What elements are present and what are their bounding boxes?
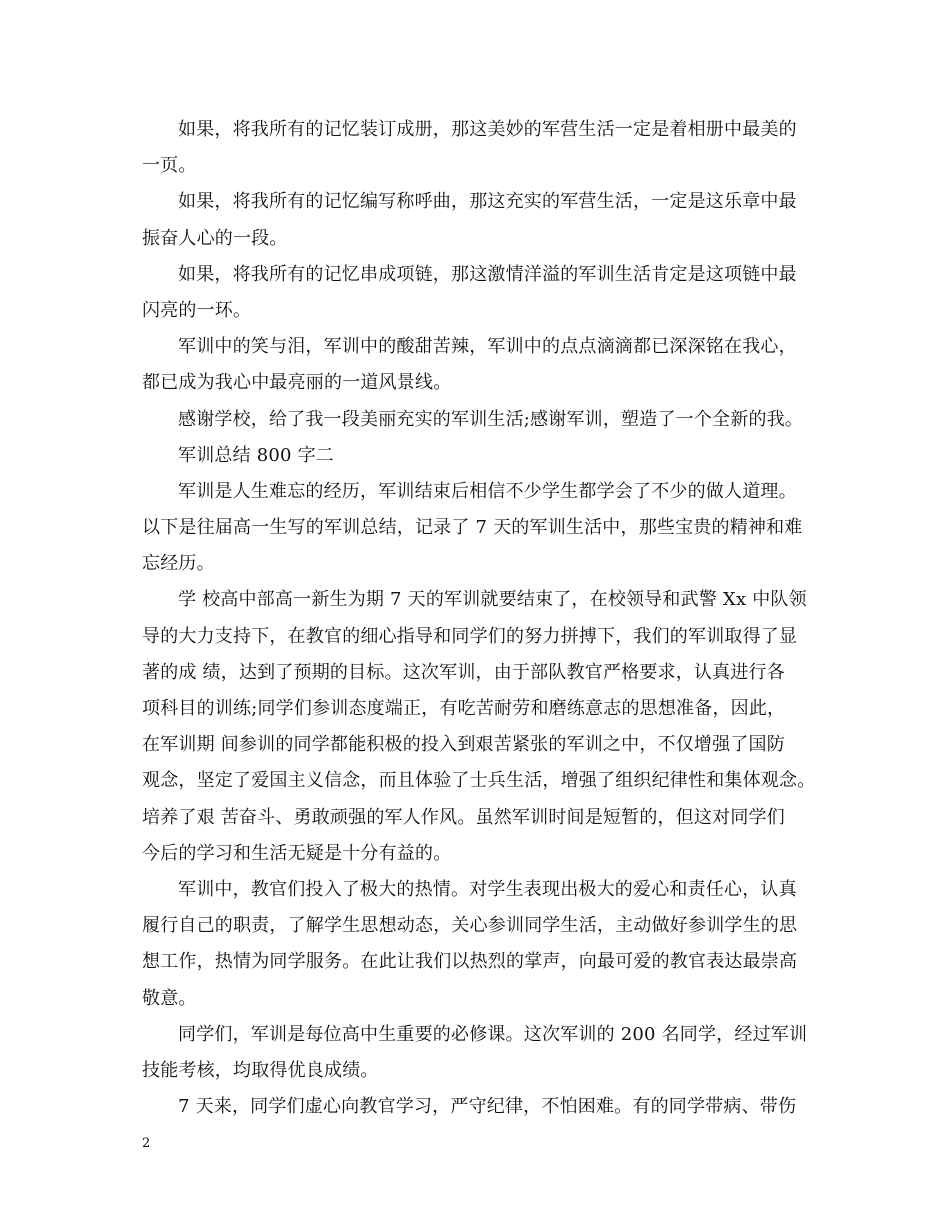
text-line: 感谢学校，给了我一段美丽充实的军训生活;感谢军训，塑造了一个全新的我。 [178,408,804,430]
text-line: 今后的学习和生活无疑是十分有益的。 [142,842,452,864]
text-line: 履行自己的职责，了解学生思想动态，关心参训同学生活，主动做好参训学生的思 [142,915,798,937]
text-line: 导的大力支持下，在教官的细心指导和同学们的努力拼搏下，我们的军训取得了显 [142,625,798,647]
text-line: 想工作，热情为同学服务。在此让我们以热烈的掌声，向最可爱的教官表达最崇高 [142,951,798,973]
text-line: 著的成 绩，达到了预期的目标。这次军训，由于部队教官严格要求，认真进行各 [142,661,785,683]
page-number: 2 [142,1136,151,1151]
text-line: 观念，坚定了爱国主义信念，而且体验了士兵生活，增强了组织纪律性和集体观念。 [142,770,816,792]
text-line: 项科目的训练;同学们参训态度端正，有吃苦耐劳和磨练意志的思想准备，因此， [142,698,786,719]
text-line: 军训中，教官们投入了极大的热情。对学生表现出极大的爱心和责任心，认真 [178,878,797,900]
text-line: 培养了艰 苦奋斗、勇敢顽强的军人作风。虽然军训时间是短暂的，但这对同学们 [142,806,785,828]
text-line: 学 校高中部高一新生为期 7 天的军训就要结束了，在校领导和武警 Xx 中队领 [178,589,807,611]
text-line: 7 天来，同学们虚心向教官学习，严守纪律，不怕困难。有的同学带病、带伤 [178,1096,797,1118]
text-line: 如果，将我所有的记忆串成项链，那这激情洋溢的军训生活肯定是这项链中最 [178,263,797,285]
text-line: 在军训期 间参训的同学都能积极的投入到艰苦紧张的军训之中，不仅增强了国防 [142,734,785,756]
text-line: 技能考核，均取得优良成绩。 [142,1059,379,1081]
text-line: 同学们，军训是每位高中生重要的必修课。这次军训的 200 名同学，经过军训 [178,1023,808,1045]
text-line: 都已成为我心中最亮丽的一道风景线。 [142,372,452,394]
text-line: 如果，将我所有的记忆装订成册，那这美妙的军营生活一定是着相册中最美的 [178,119,797,140]
document-body [142,112,816,1125]
text-line: 一页。 [142,155,197,177]
section-heading: 军训总结 800 字二 [178,444,334,466]
text-line: 军训中的笑与泪，军训中的酸甜苦辣，军训中的点点滴滴都已深深铭在我心， [178,336,797,358]
text-line: 忘经历。 [142,553,215,575]
text-line: 振奋人心的一段。 [142,227,288,249]
text-line: 以下是往届高一生写的军训总结，记录了 7 天的军训生活中，那些宝贵的精神和难 [142,517,803,539]
text-line: 闪亮的一环。 [142,299,252,321]
text-line: 敬意。 [142,987,197,1009]
text-line: 如果，将我所有的记忆编写称呼曲，那这充实的军营生活，一定是这乐章中最 [178,191,797,213]
text-line: 军训是人生难忘的经历，军训结束后相信不少学生都学会了不少的做人道理。 [178,480,797,502]
